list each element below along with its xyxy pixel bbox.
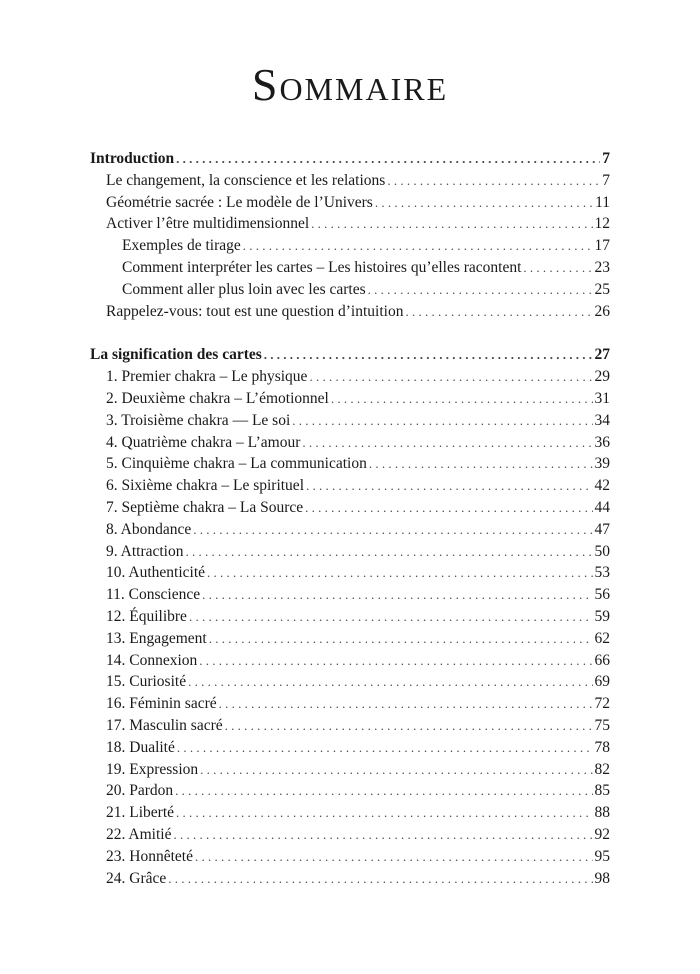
dot-leader <box>173 827 592 843</box>
toc-entry[interactable] <box>90 412 610 434</box>
toc-entry[interactable] <box>90 739 610 761</box>
toc-entry-title: Exemples de tirage <box>122 237 241 255</box>
toc-entry[interactable] <box>90 390 610 412</box>
toc-entry-title: 18. Dualité <box>106 738 175 756</box>
toc-entry-title: 7. Septième chakra – La Source <box>106 498 304 516</box>
toc-page-number: 27 <box>594 346 610 364</box>
toc-entry-title: 8. Abondance <box>106 520 192 538</box>
dot-leader <box>306 478 593 494</box>
toc-page-number: 29 <box>594 368 610 386</box>
dot-leader <box>168 871 592 887</box>
dot-leader <box>309 369 592 385</box>
toc-entry[interactable] <box>90 782 610 804</box>
toc-page-number: 7 <box>602 171 610 189</box>
dot-leader <box>292 413 592 429</box>
toc-page-number: 11 <box>595 193 610 211</box>
dot-leader <box>207 565 592 581</box>
toc-entry-title: 9. Attraction <box>106 542 184 560</box>
dot-leader <box>523 260 592 276</box>
toc-page-number: 39 <box>594 455 610 473</box>
dot-leader <box>177 740 593 756</box>
toc-entry[interactable] <box>90 761 610 783</box>
page-title: Sommaire <box>251 59 449 110</box>
toc-entry[interactable] <box>90 695 610 717</box>
toc-page-number: 47 <box>594 520 610 538</box>
dot-leader <box>387 173 600 189</box>
toc-page-number: 62 <box>594 629 610 647</box>
toc-section-heading[interactable] <box>90 346 610 368</box>
toc-entry[interactable] <box>90 194 610 216</box>
toc-page-number: 25 <box>594 280 610 298</box>
toc-page-number: 50 <box>594 542 610 560</box>
toc-entry[interactable] <box>90 608 610 630</box>
toc-page-number: 26 <box>594 302 610 320</box>
dot-leader <box>199 653 592 669</box>
toc-entry-title: Comment aller plus loin avec les cartes <box>122 280 366 298</box>
toc-entry-title: La signification des cartes <box>90 346 262 364</box>
section-gap <box>90 324 610 346</box>
toc-page-number: 44 <box>594 498 610 516</box>
toc-entry-title: 24. Grâce <box>106 869 167 887</box>
toc-entry[interactable] <box>90 564 610 586</box>
toc-entry[interactable] <box>90 870 610 892</box>
toc-page-number: 88 <box>594 804 610 822</box>
toc-entry-title: 6. Sixième chakra – Le spirituel <box>106 477 304 495</box>
toc-page-number: 82 <box>594 760 610 778</box>
toc-entry-title: 10. Authenticité <box>106 564 206 582</box>
toc-entry[interactable] <box>90 848 610 870</box>
toc-entry[interactable] <box>90 521 610 543</box>
toc-entry-title: Activer l’être multidimensionnel <box>106 215 310 233</box>
toc-entry[interactable] <box>90 804 610 826</box>
toc-page-number: 36 <box>594 433 610 451</box>
dot-leader <box>369 456 593 472</box>
toc-entry[interactable] <box>90 499 610 521</box>
toc-entry[interactable] <box>90 826 610 848</box>
dot-leader <box>202 587 592 603</box>
toc-entry-title: 19. Expression <box>106 760 199 778</box>
dot-leader <box>188 674 592 690</box>
dot-leader <box>375 195 593 211</box>
toc-page-number: 69 <box>594 673 610 691</box>
toc-page-number: 75 <box>594 716 610 734</box>
toc-page-number: 34 <box>594 411 610 429</box>
toc-entry-title: Géométrie sacrée : Le modèle de l’Univers <box>106 193 373 211</box>
dot-leader <box>368 282 593 298</box>
dot-leader <box>200 762 592 778</box>
toc-section-heading[interactable] <box>90 150 610 172</box>
toc-entry[interactable] <box>90 215 610 237</box>
toc-page-number: 17 <box>594 237 610 255</box>
toc-page-number: 56 <box>594 586 610 604</box>
toc-entry[interactable] <box>90 586 610 608</box>
toc-page-number: 53 <box>594 564 610 582</box>
toc-entry-title: 17. Masculin sacré <box>106 716 223 734</box>
toc-entry[interactable] <box>90 281 610 303</box>
table-of-contents <box>90 150 610 891</box>
dot-leader <box>189 609 593 625</box>
dot-leader <box>219 696 593 712</box>
toc-page-number: 31 <box>594 389 610 407</box>
dot-leader <box>176 805 592 821</box>
toc-entry-title: 1. Premier chakra – Le physique <box>106 368 308 386</box>
dot-leader <box>176 151 600 167</box>
dot-leader <box>264 347 593 363</box>
toc-page-number: 12 <box>594 215 610 233</box>
toc-entry-title: 4. Quatrième chakra – L’amour <box>106 433 301 451</box>
dot-leader <box>225 718 593 734</box>
toc-entry[interactable] <box>90 434 610 456</box>
toc-entry[interactable] <box>90 237 610 259</box>
toc-entry-title: Le changement, la conscience et les relations <box>106 171 386 189</box>
dot-leader <box>302 435 592 451</box>
dot-leader <box>331 391 593 407</box>
dot-leader <box>305 500 592 516</box>
toc-entry-title: 11. Conscience <box>106 586 201 604</box>
toc-page-number: 78 <box>594 738 610 756</box>
toc-entry-title: Introduction <box>90 150 175 167</box>
toc-entry-title: 21. Liberté <box>106 804 175 822</box>
toc-page-number: 59 <box>594 607 610 625</box>
toc-entry[interactable] <box>90 477 610 499</box>
toc-entry-title: 22. Amitié <box>106 825 172 843</box>
toc-page-number: 23 <box>594 258 610 276</box>
toc-entry-title: 20. Pardon <box>106 782 174 800</box>
toc-entry[interactable] <box>90 717 610 739</box>
toc-entry-title: 12. Équilibre <box>106 607 187 625</box>
dot-leader <box>186 544 593 560</box>
toc-entry[interactable] <box>90 172 610 194</box>
toc-page-number: 7 <box>602 150 610 167</box>
toc-entry[interactable] <box>90 303 610 325</box>
toc-entry[interactable] <box>90 543 610 565</box>
toc-entry[interactable] <box>90 630 610 652</box>
dot-leader <box>243 238 593 254</box>
toc-entry-title: 5. Cinquième chakra – La communication <box>106 455 367 473</box>
toc-entry-title: 15. Curiosité <box>106 673 187 691</box>
toc-entry[interactable] <box>90 652 610 674</box>
toc-page-number: 85 <box>594 782 610 800</box>
toc-entry-title: Comment interpréter les cartes – Les histoires qu’elles racontent <box>122 258 522 276</box>
toc-entry-title: 3. Troisième chakra — Le soi <box>106 411 291 429</box>
toc-page-number: 72 <box>594 695 610 713</box>
toc-entry-title: 23. Honnêteté <box>106 847 193 865</box>
toc-page-number: 42 <box>594 477 610 495</box>
dot-leader <box>195 849 593 865</box>
toc-entry-title: 14. Connexion <box>106 651 198 669</box>
dot-leader <box>175 783 592 799</box>
toc-entry-title: Rappelez-vous: tout est une question d’intuition <box>106 302 404 320</box>
dot-leader <box>193 522 592 538</box>
toc-entry[interactable] <box>90 368 610 390</box>
toc-page-number: 98 <box>594 869 610 887</box>
toc-entry[interactable] <box>90 455 610 477</box>
dot-leader <box>311 216 592 232</box>
toc-entry-title: 2. Deuxième chakra – L’émotionnel <box>106 389 329 407</box>
toc-entry-title: 16. Féminin sacré <box>106 695 217 713</box>
toc-page-number: 95 <box>594 847 610 865</box>
toc-page-number: 92 <box>594 825 610 843</box>
toc-entry-title: 13. Engagement <box>106 629 207 647</box>
dot-leader <box>209 631 593 647</box>
dot-leader <box>405 304 592 320</box>
toc-page-number: 66 <box>594 651 610 669</box>
toc-entry[interactable] <box>90 259 610 281</box>
toc-entry[interactable] <box>90 673 610 695</box>
